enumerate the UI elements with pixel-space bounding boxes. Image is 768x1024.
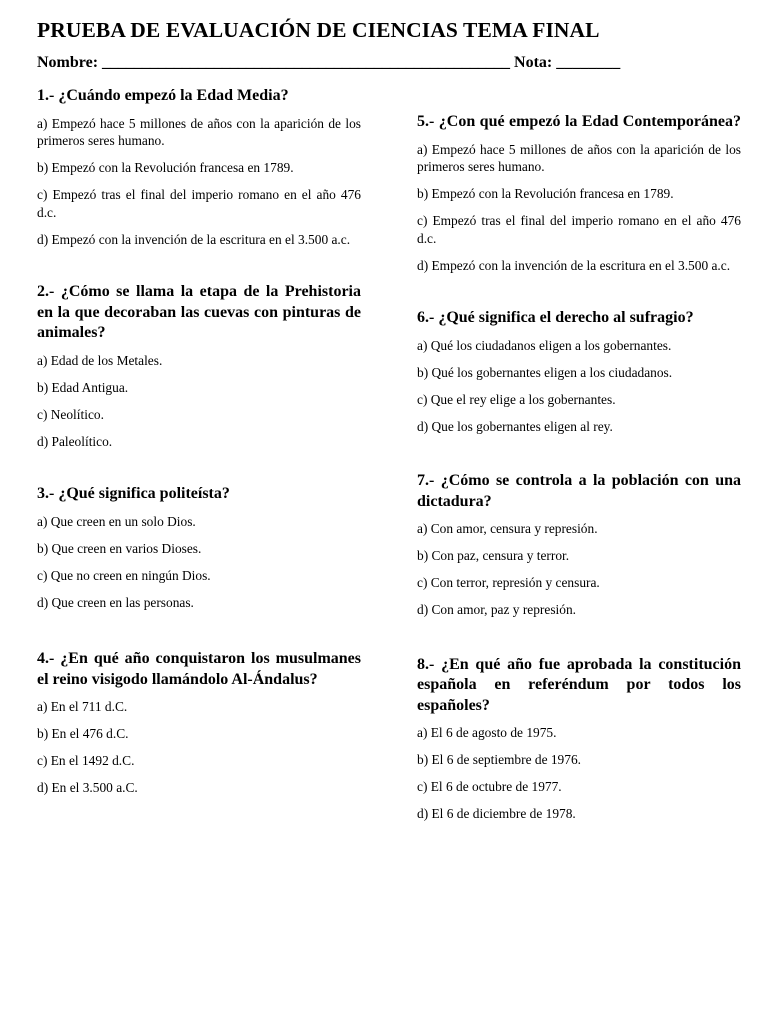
question-3-option-d: d) Que creen en las personas.: [37, 594, 194, 610]
question-7: 7.- ¿Cómo se controla a la población con una dictadura?: [417, 472, 741, 510]
question-6-option-c: c) Que el rey elige a los gobernantes.: [417, 391, 616, 407]
question-8: 8.- ¿En qué año fue aprobada la constitución española en referéndum por todos los españoles?: [417, 655, 741, 714]
question-1: 1.- ¿Cuándo empezó la Edad Media?: [37, 87, 289, 104]
question-block-2: [37, 282, 361, 450]
question-8-option-c: c) El 6 de octubre de 1977.: [417, 779, 562, 794]
question-7-option-c: c) Con terror, represión y censura.: [417, 575, 600, 590]
question-1-option-c: c) Empezó tras el final del imperio romano en el año 476 d.c.: [37, 187, 361, 220]
question-7-option-a: a) Con amor, censura y represión.: [417, 521, 598, 536]
question-5-option-c: c) Empezó tras el final del imperio romano en el año 476 d.c.: [417, 213, 741, 246]
question-5-option-b: b) Empezó con la Revolución francesa en 1789.: [417, 186, 674, 201]
left-column: [37, 86, 361, 829]
question-6-option-a: a) Qué los ciudadanos eligen a los gobernantes.: [417, 337, 672, 353]
question-3: 3.- ¿Qué significa politeísta?: [37, 485, 230, 502]
question-4-option-b: b) En el 476 d.C.: [37, 726, 129, 741]
question-4-option-c: c) En el 1492 d.C.: [37, 753, 135, 768]
question-2: 2.- ¿Cómo se llama la etapa de la Prehistoria en la que decoraban las cuevas con pinturas de animales?: [37, 283, 361, 341]
question-6-option-d: d) Que los gobernantes eligen al rey.: [417, 418, 613, 434]
question-5: 5.- ¿Con qué empezó la Edad Contemporánea?: [417, 113, 741, 130]
question-1-option-b: b) Empezó con la Revolución francesa en 1789.: [37, 160, 294, 175]
question-5-option-d: d) Empezó con la invención de la escritura en el 3.500 a.c.: [417, 257, 731, 273]
question-7-option-d: d) Con amor, paz y represión.: [417, 602, 576, 617]
question-6-option-b: b) Qué los gobernantes eligen a los ciudadanos.: [417, 364, 673, 380]
question-2-option-b: b) Edad Antigua.: [37, 379, 129, 395]
question-7-option-b: b) Con paz, censura y terror.: [417, 548, 570, 563]
question-block-5: [417, 112, 741, 274]
question-2-option-a: a) Edad de los Metales.: [37, 352, 163, 368]
question-block-3: [37, 484, 361, 611]
right-column: [417, 112, 741, 855]
question-8-option-a: a) El 6 de agosto de 1975.: [417, 725, 557, 740]
question-8-option-b: b) El 6 de septiembre de 1976.: [417, 752, 581, 767]
question-8-option-d: d) El 6 de diciembre de 1978.: [417, 806, 576, 821]
question-block-7: [417, 471, 741, 619]
name-and-grade-line: Nombre: ___________________________________________________ Nota: ________: [37, 54, 621, 71]
question-4-option-d: d) En el 3.500 a.C.: [37, 780, 138, 795]
question-1-option-d: d) Empezó con la invención de la escritura en el 3.500 a.c.: [37, 231, 351, 247]
question-block-1: [37, 86, 361, 248]
question-4-option-a: a) En el 711 d.C.: [37, 699, 128, 714]
question-1-option-a: a) Empezó hace 5 millones de años con la aparición de los primeros seres humano.: [37, 115, 361, 148]
question-3-option-b: b) Que creen en varios Dioses.: [37, 540, 202, 556]
question-2-option-c: c) Neolítico.: [37, 406, 104, 422]
question-3-option-c: c) Que no creen en ningún Dios.: [37, 567, 211, 583]
question-6: 6.- ¿Qué significa el derecho al sufragio?: [417, 309, 694, 326]
question-4: 4.- ¿En qué año conquistaron los musulmanes el reino visigodo llamándolo Al-Ándalus?: [37, 650, 361, 688]
question-block-4: [37, 649, 361, 797]
page-title: PRUEBA DE EVALUACIÓN DE CIENCIAS TEMA FINAL: [37, 18, 600, 42]
question-3-option-a: a) Que creen en un solo Dios.: [37, 513, 196, 529]
question-block-8: [417, 655, 741, 823]
question-5-option-a: a) Empezó hace 5 millones de años con la aparición de los primeros seres humano.: [417, 141, 741, 174]
question-block-6: [417, 308, 741, 435]
question-2-option-d: d) Paleolítico.: [37, 433, 113, 449]
